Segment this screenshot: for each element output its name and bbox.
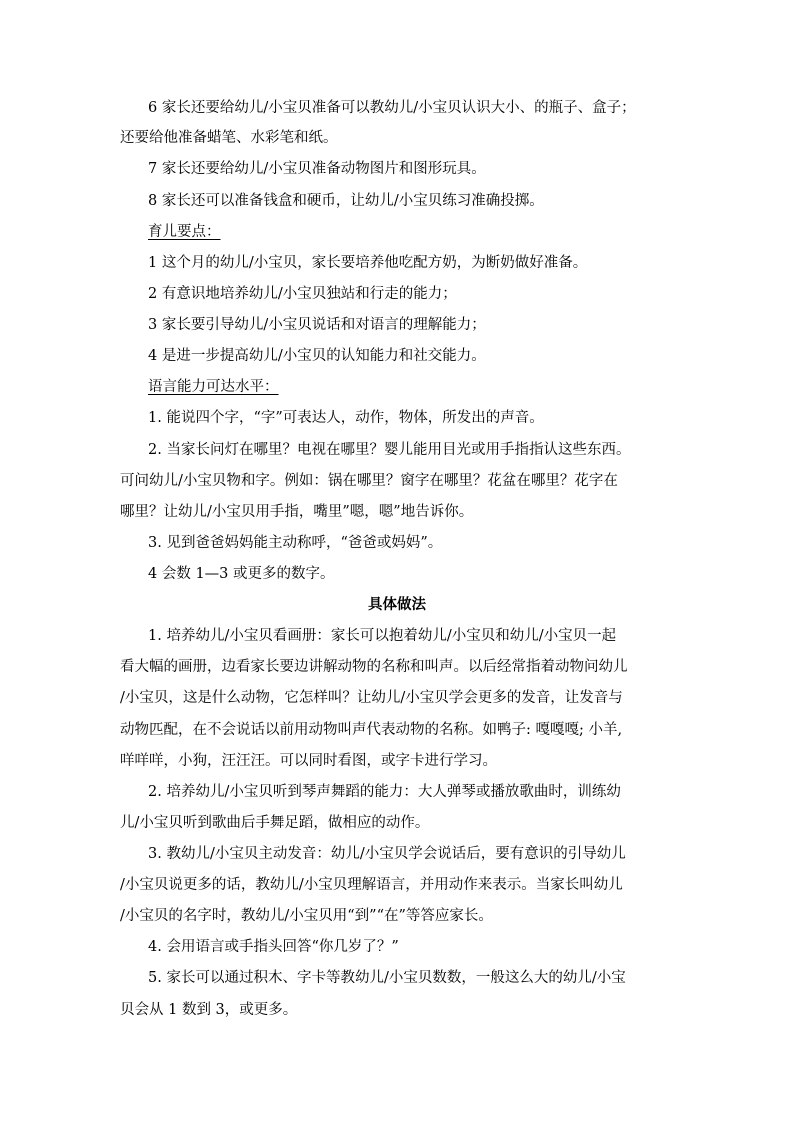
paragraph-line: 3. 教幼儿/小宝贝主动发音：幼儿/小宝贝学会说话后，要有意识的引导幼儿	[148, 846, 626, 862]
paragraph-line: 可问幼儿/小宝贝物和字。例如：锅在哪里？窗字在哪里？花盆在哪里？花字在	[120, 473, 618, 489]
paragraph-line: 2 有意识地培养幼儿/小宝贝独站和行走的能力；	[148, 286, 457, 302]
paragraph-line: 8 家长还可以准备钱盒和硬币，让幼儿/小宝贝练习准确投掷。	[148, 193, 544, 209]
paragraph-line: 2. 培养幼儿/小宝贝听到琴声舞蹈的能力：大人弹琴或播放歌曲时，训练幼	[148, 784, 621, 800]
paragraph-line: 贝会从 1 数到 3，或更多。	[120, 1002, 298, 1018]
paragraph-line: 哪里？让幼儿/小宝贝用手指，嘴里”嗯，嗯”地告诉你。	[120, 504, 474, 520]
paragraph-line: 看大幅的画册，边看家长要边讲解动物的名称和叫声。以后经常指着动物问幼儿	[120, 659, 628, 675]
paragraph-line: /小宝贝，这是什么动物，它怎样叫？让幼儿/小宝贝学会更多的发音，让发音与	[120, 690, 623, 706]
paragraph-line: 4 是进一步提高幼儿/小宝贝的认知能力和社交能力。	[148, 348, 486, 364]
paragraph-line: 还要给他准备蜡笔、水彩笔和纸。	[120, 130, 338, 146]
paragraph-line: 1. 培养幼儿/小宝贝看画册：家长可以抱着幼儿/小宝贝和幼儿/小宝贝一起	[148, 628, 617, 644]
paragraph-line: 7 家长还要给幼儿/小宝贝准备动物图片和图形玩具。	[148, 161, 486, 177]
section-title: 具体做法	[368, 596, 426, 613]
paragraph-line: 5. 家长可以通过积木、字卡等教幼儿/小宝贝数数，一般这么大的幼儿/小宝	[148, 970, 626, 986]
paragraph-line: 3. 见到爸爸妈妈能主动称呼，“爸爸或妈妈”。	[148, 535, 443, 551]
paragraph-line: 1. 能说四个字，“字”可表达人，动作，物体，所发出的声音。	[148, 410, 544, 426]
paragraph-line: 2. 当家长问灯在哪里？电视在哪里？婴儿能用目光或用手指指认这些东西。	[148, 442, 631, 458]
paragraph-line: 6 家长还要给幼儿/小宝贝准备可以教幼儿/小宝贝认识大小、的瓶子、盒子；	[148, 100, 636, 116]
paragraph-line: /小宝贝说更多的话，教幼儿/小宝贝理解语言，并用动作来表示。当家长叫幼儿	[120, 877, 623, 893]
section-heading: 育儿要点：	[148, 224, 221, 240]
paragraph-line: 儿/小宝贝听到歌曲后手舞足蹈，做相应的动作。	[120, 815, 430, 831]
paragraph-line: 3 家长要引导幼儿/小宝贝说话和对语言的理解能力；	[148, 317, 486, 333]
section-heading: 语言能力可达水平：	[148, 379, 279, 395]
paragraph-line: 1 这个月的幼儿/小宝贝，家长要培养他吃配方奶，为断奶做好准备。	[148, 255, 588, 271]
paragraph-line: 4. 会用语言或手指头回答“你几岁了？”	[148, 939, 399, 955]
paragraph-line: 4 会数 1—3 或更多的数字。	[148, 566, 335, 582]
paragraph-line: /小宝贝的名字时，教幼儿/小宝贝用“到”“在”等答应家长。	[120, 908, 493, 924]
paragraph-line: 咩咩咩，小狗，汪汪汪。可以同时看图，或字卡进行学习。	[120, 753, 497, 769]
paragraph-line: 动物匹配，在不会说话以前用动物叫声代表动物的名称。如鸭子: 嘎嘎嘎; 小羊,	[120, 722, 623, 738]
